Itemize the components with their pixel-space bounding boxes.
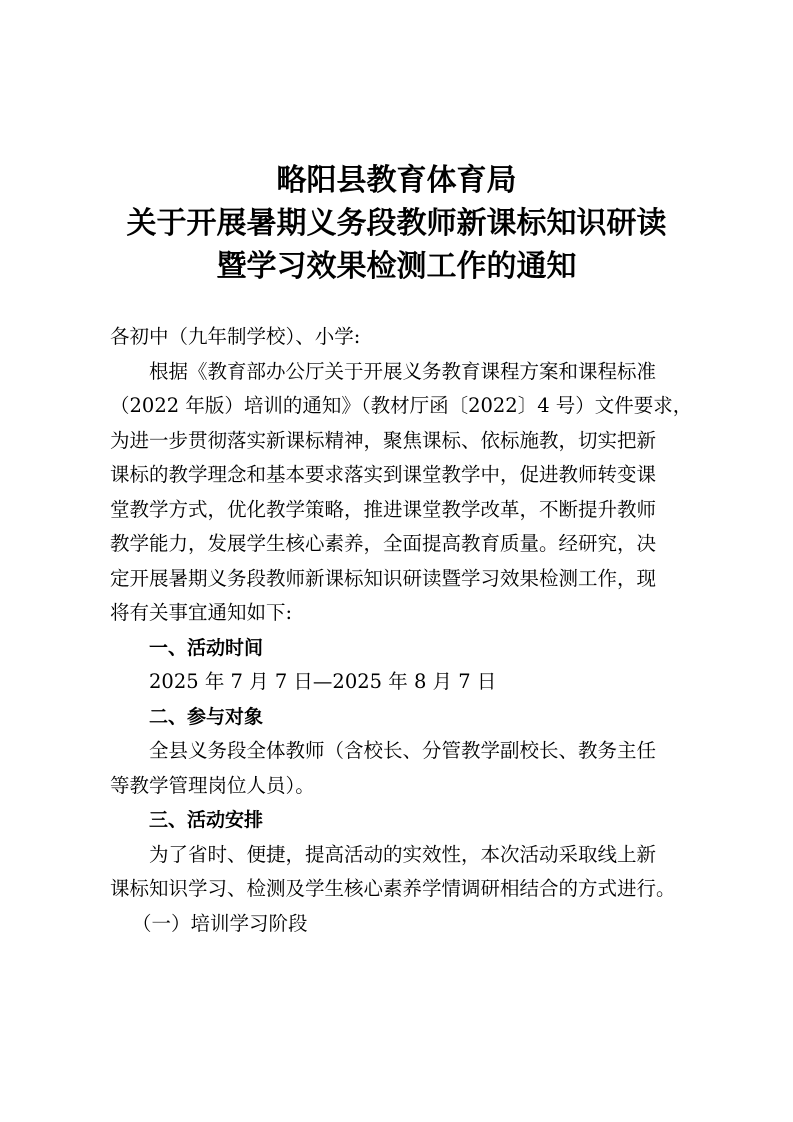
intro-line-8: 将有关事宜通知如下:: [110, 601, 293, 624]
section-heading-time: 一、活动时间: [149, 636, 264, 659]
subsection-heading-training: （一）培训学习阶段: [132, 911, 308, 935]
arrangement-line-2: 课标知识学习、检测及学生核心素养学情调研相结合的方式进行。: [110, 877, 676, 900]
section-heading-participants: 二、参与对象: [149, 705, 264, 728]
participants-line-2: 等教学管理岗位人员）。: [110, 773, 315, 797]
arrangement-line-1: 为了省时、便捷，提高活动的实效性，本次活动采取线上新: [149, 842, 657, 866]
intro-line-3: 为进一步贯彻落实新课标精神，聚焦课标、依标施教，切实把新: [110, 428, 657, 452]
section-heading-arrangement: 三、活动安排: [149, 809, 264, 831]
title-line-2: 关于开展暑期义务段教师新课标知识研读: [126, 206, 667, 241]
arrangement-paragraph: [110, 838, 710, 907]
title-line-3: 暨学习效果检测工作的通知: [216, 249, 577, 284]
participants-line-1: 全县义务段全体教师（含校长、分管教学副校长、教务主任: [149, 739, 657, 762]
intro-line-6: 教学能力，发展学生核心素养，全面提高教育质量。经研究，决: [110, 532, 657, 555]
salutation: 各初中（九年制学校）、小学:: [110, 325, 361, 348]
intro-line-2: （2022 年版）培训的通知》（教材厅函〔2022〕4 号）文件要求，: [110, 394, 693, 417]
intro-paragraph: [110, 355, 710, 631]
intro-line-1: 根据《教育部办公厅关于开展义务教育课程方案和课程标准: [149, 359, 657, 383]
intro-line-7: 定开展暑期义务段教师新课标知识研读暨学习效果检测工作，现: [110, 566, 657, 590]
document-title: [0, 159, 793, 288]
activity-time: 2025 年 7 月 7 日—2025 年 8 月 7 日: [149, 670, 497, 693]
title-line-1: 略阳县教育体育局: [276, 163, 517, 198]
document-body: [110, 320, 710, 941]
intro-line-4: 课标的教学理念和基本要求落实到课堂教学中，促进教师转变课: [110, 463, 657, 486]
intro-line-5: 堂教学方式，优化教学策略，推进课堂教学改革，不断提升教师: [110, 497, 657, 521]
participants-paragraph: [110, 734, 710, 803]
